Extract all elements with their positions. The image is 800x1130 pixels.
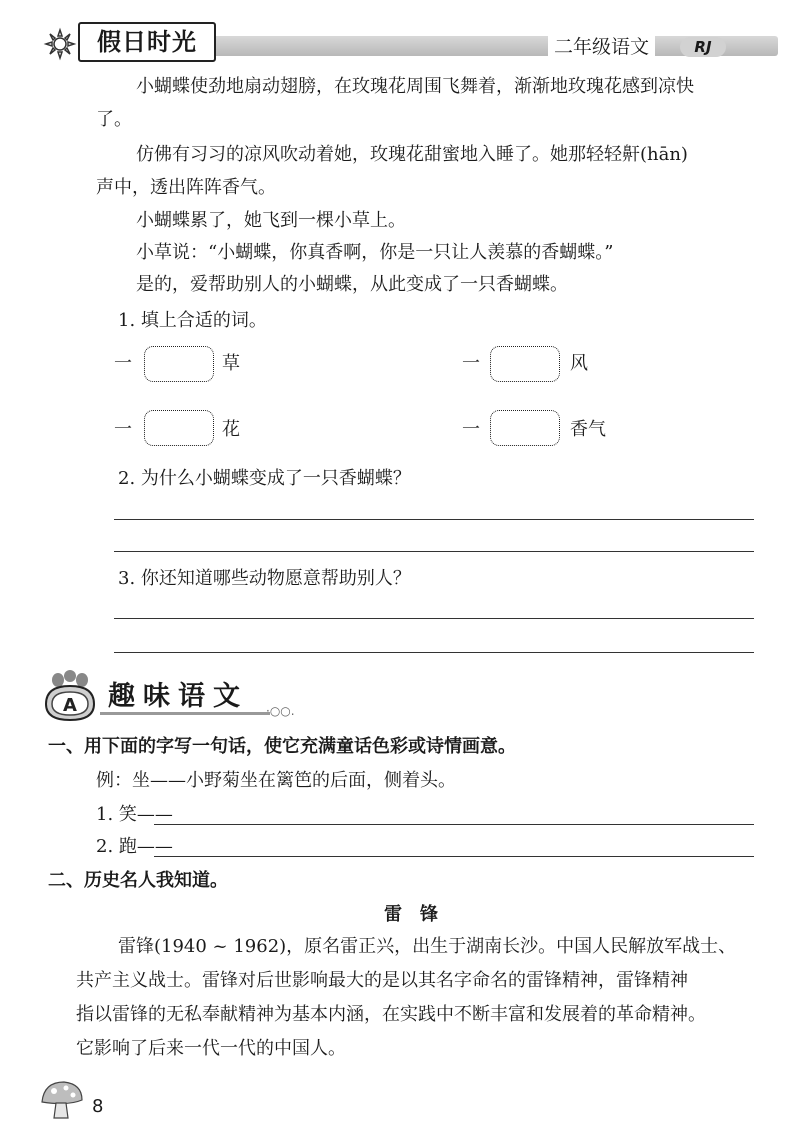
blank-suffix: 风 xyxy=(570,353,588,374)
article-line: 共产主义战士。雷锋对后世影响最大的是以其名字命名的雷锋精神，雷锋精神 xyxy=(76,970,688,991)
question-2: 2. 为什么小蝴蝶变成了一只香蝴蝶？ xyxy=(118,468,411,489)
blank-suffix: 花 xyxy=(222,419,240,440)
section-underline xyxy=(100,712,270,715)
story-line: 声中，透出阵阵香气。 xyxy=(96,177,276,198)
page-number: 8 xyxy=(92,1096,104,1117)
blank-prefix: 一 xyxy=(462,419,480,440)
part1-item-1: 1. 笑—— xyxy=(96,804,173,825)
story-line: 小草说：“小蝴蝶，你真香啊，你是一只让人羡慕的香蝴蝶。” xyxy=(136,242,614,263)
question-1: 1. 填上合适的词。 xyxy=(118,310,267,331)
story-line: 了。 xyxy=(96,109,132,130)
article-line: 它影响了后来一代一代的中国人。 xyxy=(76,1038,346,1059)
edition-badge: RJ xyxy=(680,37,726,57)
story-line: 仿佛有习习的凉风吹动着她，玫瑰花甜蜜地入睡了。她那轻轻鼾(hān) xyxy=(136,144,688,165)
story-line: 小蝴蝶使劲地扇动翅膀，在玫瑰花周围飞舞着，渐渐地玫瑰花感到凉快 xyxy=(136,76,694,97)
fill-blank-box[interactable] xyxy=(144,410,214,446)
section-dots: ·○○. xyxy=(266,704,295,718)
header-title: 假日时光 xyxy=(78,22,216,62)
answer-line[interactable] xyxy=(114,519,754,520)
blank-suffix: 香气 xyxy=(570,419,606,440)
blank-prefix: 一 xyxy=(462,353,480,374)
article-title: 雷 锋 xyxy=(384,904,438,925)
answer-line[interactable] xyxy=(154,856,754,857)
mushroom-icon xyxy=(38,1078,86,1122)
part2-heading: 二、历史名人我知道。 xyxy=(48,870,228,891)
answer-line[interactable] xyxy=(114,618,754,619)
flower-gear-icon xyxy=(40,26,80,62)
part1-item-2: 2. 跑—— xyxy=(96,836,173,857)
article-line: 指以雷锋的无私奉献精神为基本内涵，在实践中不断丰富和发展着的革命精神。 xyxy=(76,1004,706,1025)
answer-line[interactable] xyxy=(154,824,754,825)
article-line: 雷锋(1940 ~ 1962)，原名雷正兴，出生于湖南长沙。中国人民解放军战士、 xyxy=(118,936,737,957)
story-line: 小蝴蝶累了，她飞到一棵小草上。 xyxy=(136,210,406,231)
paw-badge-icon xyxy=(42,670,98,722)
question-3: 3. 你还知道哪些动物愿意帮助别人？ xyxy=(118,568,411,589)
fill-blank-box[interactable] xyxy=(144,346,214,382)
part1-heading: 一、用下面的字写一句话，使它充满童话色彩或诗情画意。 xyxy=(48,736,516,757)
answer-line[interactable] xyxy=(114,551,754,552)
section-badge-letter: A xyxy=(63,695,77,716)
fill-blank-box[interactable] xyxy=(490,346,560,382)
blank-prefix: 一 xyxy=(114,353,132,374)
fill-blank-box[interactable] xyxy=(490,410,560,446)
story-line: 是的，爱帮助别人的小蝴蝶，从此变成了一只香蝴蝶。 xyxy=(136,274,568,295)
section-title: 趣味语文 xyxy=(108,681,248,712)
blank-prefix: 一 xyxy=(114,419,132,440)
header-subject: 二年级语文 xyxy=(548,34,655,60)
blank-suffix: 草 xyxy=(222,353,240,374)
answer-line[interactable] xyxy=(114,652,754,653)
part1-example: 例：坐——小野菊坐在篱笆的后面，侧着头。 xyxy=(96,770,456,791)
